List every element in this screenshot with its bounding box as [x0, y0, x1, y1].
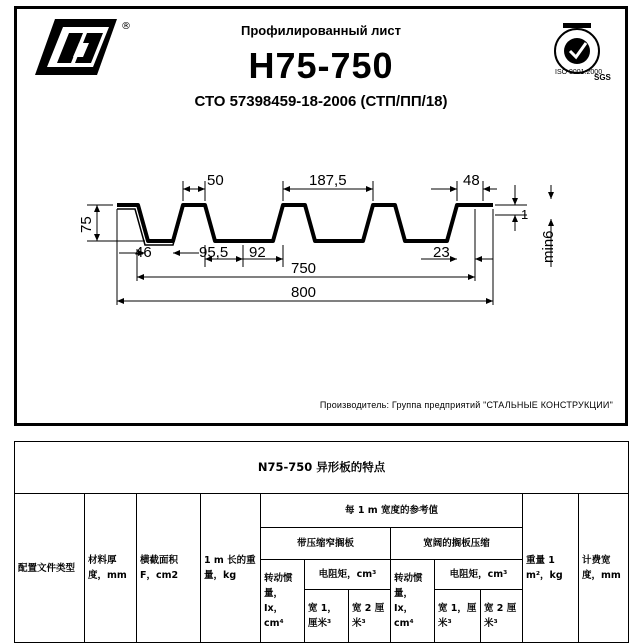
dim-height: 75 [78, 216, 95, 233]
col-area: 横截面积 F，cm2 [137, 494, 201, 643]
sheet-title: Профилированный лист [240, 23, 402, 38]
ref-values-group: 每 1 m 宽度的参考值 [261, 494, 523, 528]
col-weight-m: 1 m 长的重量，kg [201, 494, 261, 643]
wide-moment-inertia: 转动惯量，Ix，cm⁴ [391, 560, 435, 643]
spec-table [14, 441, 629, 643]
dim-edge-top: 48 [463, 172, 480, 189]
wide-wide1: 宽 1，厘米³ [435, 590, 481, 643]
col-config: 配置文件类型 [15, 494, 85, 643]
sgs-text: SGS [594, 73, 611, 82]
narrow-flange-group: 带压缩窄搁板 [261, 528, 391, 560]
profile-code: Н75-750 [248, 45, 394, 86]
manufacturer-note: Производитель: Группа предприятий "СТАЛЬНЫЕ КОНСТРУКЦИИ" [319, 400, 613, 410]
narrow-resist-moment: 电阻矩，cm³ [305, 560, 391, 590]
dim-groove-span: 95,5 [199, 244, 229, 261]
dim-edge-bottom: 23 [433, 244, 450, 261]
dim-rib-width: 92 [249, 244, 266, 261]
dim-useful-width: 750 [291, 260, 317, 277]
iso-text: ISO 9001:2000 [555, 69, 603, 76]
profile-section [117, 205, 493, 241]
standard-number: СТО 57398459-18-2006 (СТП/ПП/18) [194, 93, 448, 110]
dim-min-stiffener: min6 [540, 230, 557, 263]
registered-mark: ® [121, 21, 131, 32]
col-thickness: 材料厚度，mm [85, 494, 137, 643]
narrow-wide1: 宽 1，厘米³ [305, 590, 349, 643]
dim-pitch: 187,5 [309, 172, 347, 189]
profile-drawing-sheet [14, 6, 628, 426]
narrow-moment-inertia: 转动惯量，Ix，cm⁴ [261, 560, 305, 643]
dim-bottom-width: 46 [135, 244, 152, 261]
dim-thickness: 1 [521, 207, 529, 222]
dim-top-width: 50 [207, 172, 224, 189]
wide-resist-moment: 电阻矩，cm³ [435, 560, 523, 590]
dim-total-width: 800 [291, 284, 317, 301]
wide-wide2: 宽 2 厘米³ [481, 590, 523, 643]
col-calc-width: 计费宽度，mm [579, 494, 629, 643]
col-weight-m2: 重量 1 m²，kg [523, 494, 579, 643]
table-title: N75-750 异形板的特点 [15, 442, 629, 494]
wide-flange-group: 宽阔的搁板压缩 [391, 528, 523, 560]
narrow-wide2: 宽 2 厘米³ [349, 590, 391, 643]
